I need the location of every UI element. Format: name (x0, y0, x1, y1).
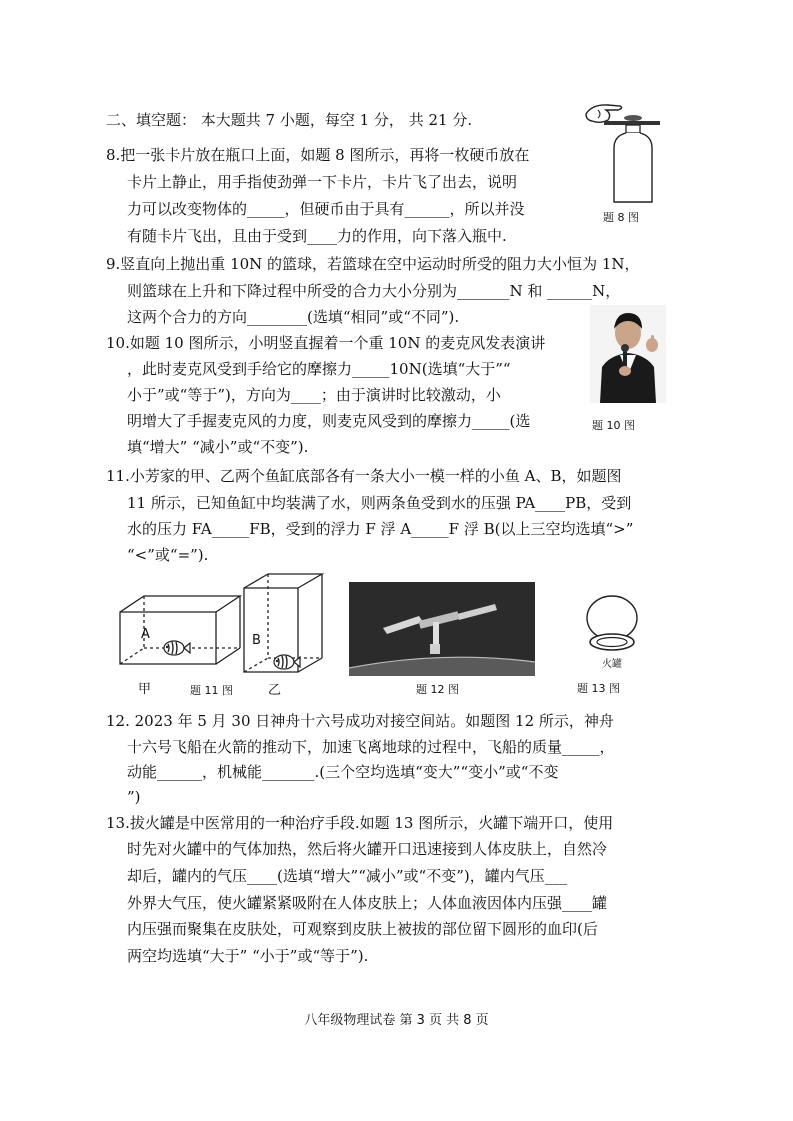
q13-line-1: 13.拔火罐是中医常用的一种治疗手段.如题 13 图所示，火罐下端开口，使用 (106, 814, 614, 832)
q13-line-2: 时先对火罐中的气体加热，然后将火罐开口迅速接到人体皮肤上，自然冷 (127, 840, 608, 858)
q12-line-4: ”) (127, 788, 141, 806)
q12-line-3: 动能______，机械能_______.(三个空均选填“变大”“变小”或“不变 (127, 763, 559, 781)
figure-13-caption: 题 13 图 (577, 682, 620, 695)
fish-a-icon (164, 641, 190, 655)
q13-line-5: 内压强而聚集在皮肤处，可观察到皮肤上被拔的部位留下圆形的血印(后 (127, 920, 598, 938)
q13-line-6: 两空均选填“大于” “小于”或“等于”). (127, 947, 369, 965)
q12-line-1: 12. 2023 年 5 月 30 日神舟十六号成功对接空间站。如题图 12 所示，神舟 (106, 712, 614, 730)
q10-line-4: 明增大了手握麦克风的力度，则麦克风受到的摩擦力_____(选 (127, 412, 531, 430)
figure-8-caption: 题 8 图 (603, 211, 639, 224)
jar-label: 火罐 (602, 659, 622, 670)
q12-line-2: 十六号飞船在火箭的推动下，加速飞离地球的过程中，飞船的质量_____， (127, 738, 615, 756)
tank-yi-label: 乙 (268, 683, 282, 698)
q10-line-1: 10.如题 10 图所示，小明竖直握着一个重 10N 的麦克风发表演讲 (106, 334, 546, 352)
bottle-card-figure (578, 96, 668, 206)
q9-line-2: 则篮球在上升和下降过程中所受的合力大小分别为_______N 和 ______N， (127, 282, 621, 300)
q13-line-4: 外界大气压，使火罐紧紧吸附在人体皮肤上；人体血液因体内压强____罐 (127, 894, 608, 912)
space-station-photo (349, 582, 535, 676)
q9-line-1: 9.竖直向上抛出重 10N 的篮球，若篮球在空中运动时所受的阻力大小恒为 1N， (106, 255, 640, 273)
q11-line-4: “<”或“=”). (127, 546, 209, 564)
tank-jia-label: 甲 (138, 682, 152, 697)
q11-line-1: 11.小芳家的甲、乙两个鱼缸底部各有一条大小一模一样的小鱼 A、B，如题图 (106, 467, 622, 485)
q8-line-1: 8.把一张卡片放在瓶口上面，如题 8 图所示，再将一枚硬币放在 (106, 146, 530, 164)
q10-line-3: 小于”或“等于”)，方向为____；由于演讲时比较激动，小 (127, 386, 501, 404)
fish-a-label: A (141, 627, 150, 642)
fish-b-icon (274, 655, 300, 669)
q10-line-5: 填“增大” “减小”或“不变”). (127, 438, 309, 456)
q8-line-2: 卡片上静止，用手指使劲弹一下卡片，卡片飞了出去，说明 (127, 173, 518, 191)
figure-11-caption: 题 11 图 (190, 684, 233, 697)
figure-10-caption: 题 10 图 (592, 419, 635, 432)
fish-b-label: B (252, 633, 261, 648)
q10-line-2: ，此时麦克风受到手给它的摩擦力_____10N(选填“大于”“ (127, 360, 511, 378)
q8-line-3: 力可以改变物体的_____，但硬币由于具有______，所以并没 (127, 200, 525, 218)
figure-12-caption: 题 12 图 (416, 683, 459, 696)
boy-microphone-photo (590, 305, 666, 403)
q11-line-2: 11 所示，已知鱼缸中均装满了水，则两条鱼受到水的压强 PA____PB，受到 (127, 494, 632, 512)
cupping-jar-figure (582, 594, 642, 660)
section-heading: 二、填空题： 本大题共 7 小题，每空 1 分， 共 21 分. (106, 111, 473, 129)
page-footer: 八年级物理试卷 第 3 页 共 8 页 (304, 1013, 489, 1028)
q8-line-4: 有随卡片飞出，且由于受到____力的作用，向下落入瓶中. (127, 227, 507, 245)
q9-line-3: 这两个合力的方向________(选填“相同”或“不同”). (127, 308, 460, 326)
q13-line-3: 却后，罐内的气压____(选填“增大”“减小”或“不变”)，罐内气压___ (127, 867, 568, 885)
q11-line-3: 水的压力 FA_____FB，受到的浮力 F 浮 A_____F 浮 B(以上三空均选填“>” (127, 520, 634, 538)
fish-tanks-figure (112, 572, 332, 680)
